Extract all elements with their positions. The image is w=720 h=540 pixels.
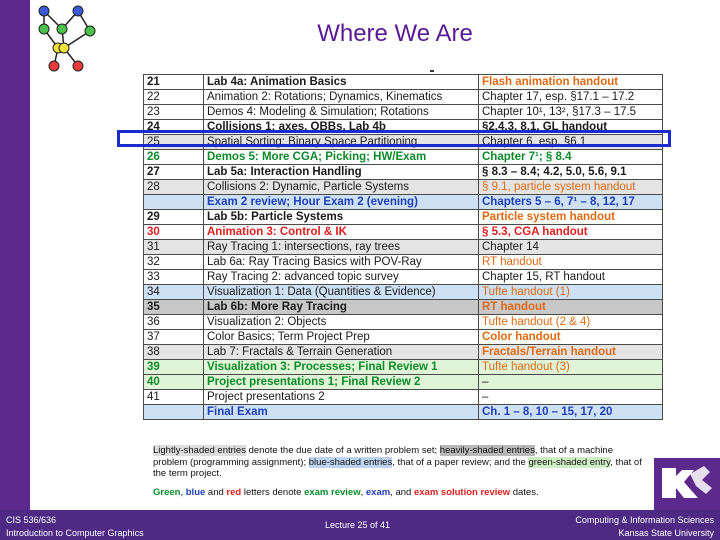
reading-cell: § 8.3 – 8.4; 4.2, 5.0, 5.6, 9.1 [479, 165, 663, 180]
reading-cell: Chapter 15, RT handout [479, 270, 663, 285]
course-number: CIS 536/636 [6, 515, 57, 525]
kstate-wildcat-logo [654, 458, 720, 510]
table-row [144, 330, 663, 345]
lecture-number-cell: 21 [144, 75, 204, 90]
department-name: Computing & Information Sciences [575, 515, 714, 525]
lecture-topic-cell: Exam 2 review; Hour Exam 2 (evening) [204, 195, 479, 210]
blue-shading-sample: blue-shaded entries [308, 456, 393, 468]
lecture-topic-cell: Lab 5a: Interaction Handling [204, 165, 479, 180]
lecture-topic-cell: Spatial Sorting: Binary Space Partitioning [204, 135, 479, 150]
reading-cell: – [479, 390, 663, 405]
letter-color-legend: Green, blue and red letters denote exam review, exam, and exam solution review dates. [153, 486, 539, 498]
reading-cell: Fractals/Terrain handout [479, 345, 663, 360]
green-shading-sample: green-shaded entry [528, 456, 611, 468]
lecture-topic-cell: Collisions 1: axes, OBBs, Lab 4b [204, 120, 479, 135]
lecture-number-cell: 28 [144, 180, 204, 195]
lecture-topic-cell: Demos 5: More CGA; Picking; HW/Exam [204, 150, 479, 165]
reading-cell: Color handout [479, 330, 663, 345]
lecture-topic-cell: Color Basics; Term Project Prep [204, 330, 479, 345]
lecture-topic-cell: Ray Tracing 1: intersections, ray trees [204, 240, 479, 255]
table-row [144, 405, 663, 420]
table-row [144, 225, 663, 240]
lecture-number-cell: 31 [144, 240, 204, 255]
lecture-topic-cell: Lab 6b: More Ray Tracing [204, 300, 479, 315]
university-name: Kansas State University [618, 528, 714, 538]
lecture-number-cell: 40 [144, 375, 204, 390]
light-shading-sample: Lightly-shaded entries [153, 445, 246, 456]
footer-course-info [6, 514, 144, 540]
table-row [144, 195, 663, 210]
table-row [144, 75, 663, 90]
lecture-topic-cell: Demos 4: Modeling & Simulation; Rotations [204, 105, 479, 120]
lecture-topic-cell: Collisions 2: Dynamic, Particle Systems [204, 180, 479, 195]
lecture-number-cell: 37 [144, 330, 204, 345]
table-row [144, 345, 663, 360]
lecture-number-cell: 30 [144, 225, 204, 240]
reading-cell: RT handout [479, 255, 663, 270]
table-row [144, 105, 663, 120]
lecture-number: Lecture 25 of 41 [325, 520, 391, 530]
lecture-topic-cell: Animation 2: Rotations; Dynamics, Kinematics [204, 90, 479, 105]
lecture-number-cell [144, 405, 204, 420]
reading-cell: § 9.1, particle system handout [479, 180, 663, 195]
reading-cell: Ch. 1 – 8, 10 – 15, 17, 20 [479, 405, 663, 420]
lecture-number-cell: 26 [144, 150, 204, 165]
left-sidebar-band [0, 0, 30, 540]
table-row [144, 390, 663, 405]
table-row [144, 180, 663, 195]
table-row [144, 240, 663, 255]
graph-logo-icon [28, 2, 100, 74]
table-row [144, 300, 663, 315]
reading-cell: Chapter 17, esp. §17.1 – 17.2 [479, 90, 663, 105]
reading-cell: Tufte handout (2 & 4) [479, 315, 663, 330]
lecture-number-cell: 22 [144, 90, 204, 105]
lecture-topic-cell: Final Exam [204, 405, 479, 420]
lecture-number-cell: 29 [144, 210, 204, 225]
footer-department [575, 514, 714, 540]
table-row [144, 375, 663, 390]
lecture-number-cell: 23 [144, 105, 204, 120]
lecture-number-cell: 36 [144, 315, 204, 330]
reading-cell: Chapter 6, esp. §6.1 [479, 135, 663, 150]
reading-cell: Chapter 14 [479, 240, 663, 255]
table-row [144, 165, 663, 180]
lecture-number-cell: 34 [144, 285, 204, 300]
table-row [144, 90, 663, 105]
lecture-topic-cell: Visualization 1: Data (Quantities & Evidence) [204, 285, 479, 300]
lecture-number-cell: 41 [144, 390, 204, 405]
lecture-number-cell: 25 [144, 135, 204, 150]
lecture-topic-cell: Ray Tracing 2: advanced topic survey [204, 270, 479, 285]
lecture-number-cell: 38 [144, 345, 204, 360]
course-schedule-table [143, 74, 663, 420]
current-lecture-highlight-box [117, 130, 671, 147]
table-row [144, 210, 663, 225]
reading-cell: §2.4.3, 8.1, GL handout [479, 120, 663, 135]
table-row [144, 270, 663, 285]
lecture-number-cell: 32 [144, 255, 204, 270]
lecture-number-cell [144, 195, 204, 210]
reading-cell: § 5.3, CGA handout [479, 225, 663, 240]
table-row [144, 285, 663, 300]
reading-cell: Chapters 5 – 6, 7¹ – 8, 12, 17 [479, 195, 663, 210]
lecture-topic-cell: Animation 3: Control & IK [204, 225, 479, 240]
table-row [144, 150, 663, 165]
lecture-topic-cell: Lab 6a: Ray Tracing Basics with POV-Ray [204, 255, 479, 270]
lecture-topic-cell: Lab 7: Fractals & Terrain Generation [204, 345, 479, 360]
reading-cell: Particle system handout [479, 210, 663, 225]
legend-notes [153, 445, 643, 498]
table-row [144, 315, 663, 330]
reading-cell: Tufte handout (1) [479, 285, 663, 300]
lecture-topic-cell: Lab 4a: Animation Basics [204, 75, 479, 90]
reading-cell: Flash animation handout [479, 75, 663, 90]
slide-footer [0, 510, 720, 540]
reading-cell: Chapter 7¹; § 8.4 [479, 150, 663, 165]
course-name: Introduction to Computer Graphics [6, 528, 144, 538]
lecture-topic-cell: Visualization 2: Objects [204, 315, 479, 330]
lecture-topic-cell: Lab 5b: Particle Systems [204, 210, 479, 225]
lecture-topic-cell: Visualization 3: Processes; Final Review 1 [204, 360, 479, 375]
table-row [144, 255, 663, 270]
slide-mark [430, 70, 434, 72]
heavy-shading-sample: heavily-shaded entries [439, 445, 535, 456]
lecture-topic-cell: Project presentations 2 [204, 390, 479, 405]
table-row [144, 360, 663, 375]
reading-cell: RT handout [479, 300, 663, 315]
slide-title: Where We Are [317, 20, 473, 47]
lecture-number-cell: 35 [144, 300, 204, 315]
lecture-number-cell: 24 [144, 120, 204, 135]
shading-legend: Lightly-shaded entries denote the due date of a written problem set; heavily-shaded entries, that of a machine problem (programming assignment); blue-shaded entries, that of a paper review; and the green-shaded entry, that of the term project. [153, 445, 642, 479]
lecture-number-cell: 39 [144, 360, 204, 375]
reading-cell: Chapter 10¹, 13², §17.3 – 17.5 [479, 105, 663, 120]
lecture-number-cell: 33 [144, 270, 204, 285]
lecture-topic-cell: Project presentations 1; Final Review 2 [204, 375, 479, 390]
lecture-number-cell: 27 [144, 165, 204, 180]
reading-cell: – [479, 375, 663, 390]
reading-cell: Tufte handout (3) [479, 360, 663, 375]
